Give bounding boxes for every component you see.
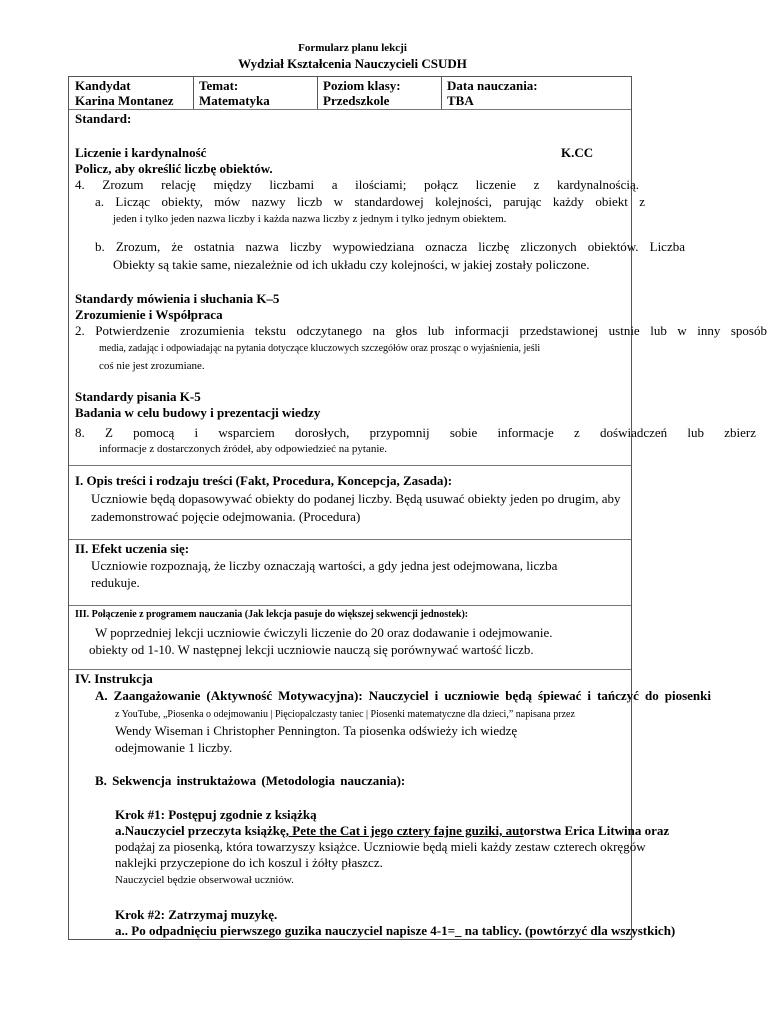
column-divider	[317, 77, 318, 109]
standard-heading: Standard:	[75, 111, 132, 126]
writing-heading: Standardy pisania K-5	[75, 389, 201, 404]
standard-item-4b: b. Zrozum, że ostatnia nazwa liczby wypowiedziana oznacza liczbę zliczonych obiektów. Liczba	[95, 239, 685, 254]
standard-domain: Liczenie i kardynalność	[75, 145, 207, 160]
engagement-line2: z YouTube, „Piosenka o odejmowaniu | Pięciopalczasty taniec | Piosenki matematyczne dla dzieci,” napisana przez	[115, 709, 575, 720]
section1-heading: I. Opis treści i rodzaju treści (Fakt, Procedura, Koncepcja, Zasada):	[75, 473, 453, 488]
row-divider	[69, 465, 631, 466]
column-divider	[441, 77, 442, 109]
writing-item-cont: informacje z dostarczonych źródeł, aby odpowiedzieć na pytanie.	[99, 443, 388, 455]
standard-subheading: Policz, aby określić liczbę obiektów.	[75, 161, 273, 176]
column-divider	[193, 77, 194, 109]
speaking-subheading: Zrozumienie i Współpraca	[75, 307, 223, 322]
step1-book-title: , Pete the Cat i jego cztery fajne guziki, aut	[285, 823, 524, 838]
standard-item-4b-cont: Obiekty są takie same, niezależnie od ich układu czy kolejności, w jakiej zostały policzone.	[113, 257, 590, 272]
row-divider	[69, 109, 631, 110]
candidate-label: Kandydat	[75, 78, 131, 93]
standard-code: K.CC	[561, 145, 594, 160]
speaking-heading: Standardy mówienia i słuchania K–5	[75, 291, 280, 306]
step1-line3: naklejki przyczepione do ich koszul i żółty płaszcz.	[115, 855, 383, 870]
date-label: Data nauczania:	[447, 78, 538, 93]
section1-line1: Uczniowie będą dopasowywać obiekty do podanej liczby. Będą usuwać obiekty jeden po drugim, aby	[91, 491, 621, 506]
date-cell	[447, 78, 538, 108]
row-divider	[69, 669, 631, 670]
section2-line1: Uczniowie rozpoznają, że liczby oznaczają wartości, a gdy jedna jest odejmowana, liczba	[91, 558, 558, 573]
grade-label: Poziom klasy:	[323, 78, 401, 93]
step1-line2: podążaj za piosenką, która towarzyszy książce. Uczniowie będą mieli każdy zestaw czterech okręgów	[115, 839, 646, 854]
writing-subheading: Badania w celu budowy i prezentacji wiedzy	[75, 405, 321, 420]
step2-line1: a.. Po odpadnięciu pierwszego guzika nauczyciel napisze 4-1=_ na tablicy. (powtórzyć dla wszystkich)	[115, 923, 676, 938]
writing-item: 8. Z pomocą i wsparciem dorosłych, przypomnij sobie informacje z doświadczeń lub zbierz	[75, 425, 756, 440]
speaking-item-cont2: coś nie jest zrozumiane.	[99, 360, 205, 372]
grade-value: Przedszkole	[323, 93, 390, 108]
step1-pre: a.Nauczyciel przeczyta książkę	[115, 823, 286, 838]
section2-line2: redukuje.	[91, 575, 140, 590]
department-title: Wydział Kształcenia Nauczycieli CSUDH	[238, 56, 467, 71]
date-value: TBA	[447, 93, 474, 108]
section3-line2: obiekty od 1-10. W następnej lekcji uczniowie nauczą się porównywać wartość liczb.	[89, 642, 534, 657]
speaking-item-cont: media, zadając i odpowiadając na pytania dotyczące kluczowych szczegółów oraz prosząc o wyjaśnienia, jeśli	[99, 343, 541, 354]
lesson-plan-table	[68, 76, 767, 940]
topic-value: Matematyka	[199, 93, 270, 108]
standard-item-4a: a. Licząc obiekty, mów nazwy liczb w standardowej kolejności, parując każdy obiekt z	[95, 194, 645, 209]
form-name: Formularz planu lekcji	[298, 42, 407, 54]
step2-heading: Krok #2: Zatrzymaj muzykę.	[115, 907, 278, 922]
row-divider	[69, 539, 631, 540]
engagement-heading: A. Zaangażowanie (Aktywność Motywacyjna): Nauczyciel i uczniowie będą śpiewać i tańczyć do piosenki	[95, 688, 711, 703]
engagement-line3: Wendy Wiseman i Christopher Pennington. Ta piosenka odświeży ich wiedzę	[115, 723, 518, 738]
topic-cell	[199, 78, 270, 108]
section4-heading: IV. Instrukcja	[75, 671, 153, 686]
section1-line2: zademonstrować pojęcie odejmowania. (Procedura)	[91, 509, 361, 524]
section3-line1: W poprzedniej lekcji uczniowie ćwiczyli liczenie do 20 oraz dodawanie i odejmowanie.	[95, 625, 553, 640]
candidate-cell	[75, 78, 174, 108]
standard-item-4a-cont: jeden i tylko jeden nazwa liczby i każda nazwa liczby z jednym i tylko jednym obiektem.	[113, 213, 507, 225]
topic-label: Temat:	[199, 78, 239, 93]
step1-heading: Krok #1: Postępuj zgodnie z książką	[115, 807, 317, 822]
row-divider	[69, 605, 631, 606]
section2-heading: II. Efekt uczenia się:	[75, 541, 190, 556]
grade-cell	[323, 78, 401, 108]
instruction-sequence-heading: B. Sekwencja instruktażowa (Metodologia nauczania):	[95, 773, 406, 788]
candidate-value: Karina Montanez	[75, 93, 174, 108]
section3-heading: III. Połączenie z programem nauczania (Jak lekcja pasuje do większej sekwencji jednostek):	[75, 609, 469, 620]
step1-line4: Nauczyciel będzie obserwował uczniów.	[115, 874, 294, 886]
engagement-line4: odejmowanie 1 liczby.	[115, 740, 233, 755]
step1-line1	[115, 823, 669, 839]
speaking-item: 2. Potwierdzenie zrozumienia tekstu odczytanego na głos lub informacji przedstawionej ustnie lub w inny sposób	[75, 323, 767, 338]
standard-item-4: 4. Zrozum relację między liczbami a ilościami; połącz liczenie z kardynalnością.	[75, 177, 639, 192]
step1-post: orstwa Erica Litwina oraz	[523, 823, 670, 838]
